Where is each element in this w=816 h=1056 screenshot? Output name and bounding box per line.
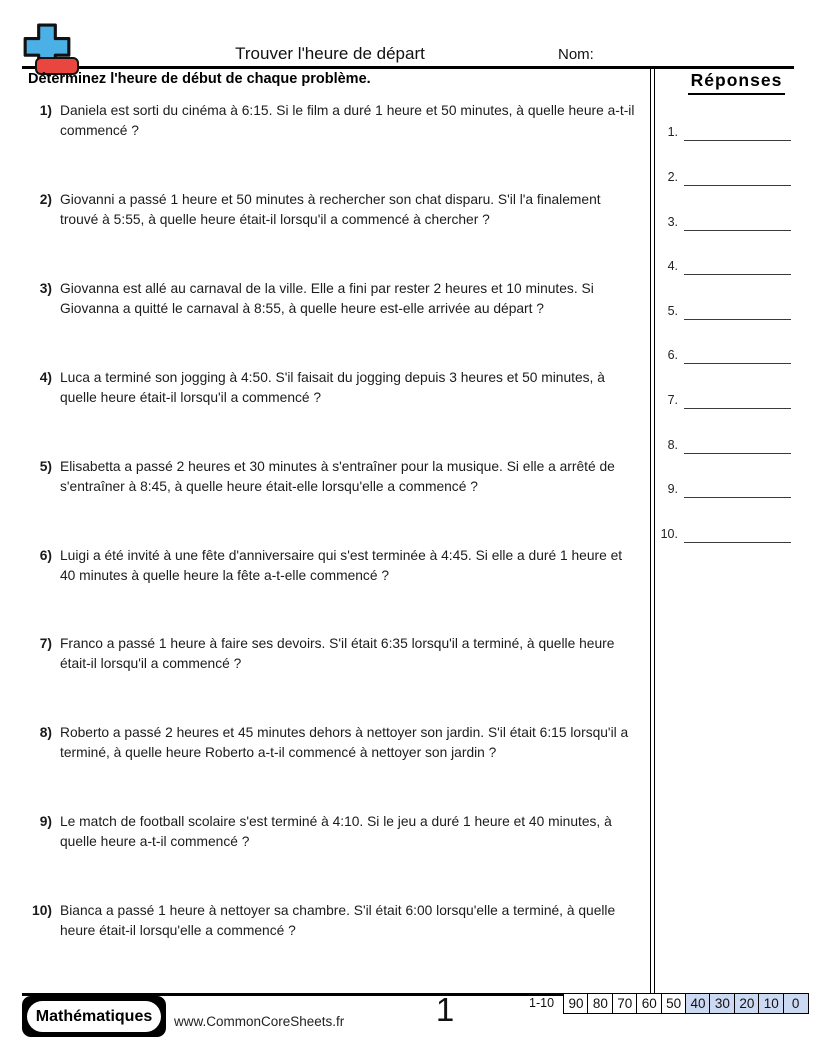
answer-number: 9. [667,482,678,497]
answer-blank[interactable] [684,344,791,364]
question-text: Elisabetta a passé 2 heures et 30 minutes à s'entraîner pour la musique. Si elle a arrêté de s'entraîner à 8:45, à quelle heure était-elle lorsqu'elle a commencé ? [60,458,615,494]
answer-blank[interactable] [684,211,791,231]
answer-blank[interactable] [684,389,791,409]
score-cells-row [563,993,809,1014]
header-divider [22,66,794,69]
answer-slot [658,478,791,498]
score-cell: 80 [587,993,613,1014]
question-item [28,812,640,852]
answer-slot [658,121,791,141]
score-cell: 50 [661,993,687,1014]
answer-slot [658,211,791,231]
question-number: 9) [39,814,52,830]
question-text: Giovanna est allé au carnaval de la ville. Elle a fini par rester 2 heures et 10 minutes. Si Giovanna a quitté le carnaval à 8:55, à quelle heure est-elle arrivée au départ ? [60,280,594,316]
question-number: 4) [39,369,52,385]
score-grid [529,993,809,1014]
question-number: 5) [39,458,52,474]
answer-slot [658,434,791,454]
question-item [28,546,640,586]
answer-slot [658,523,791,543]
question-number: 7) [39,636,52,652]
question-item [28,368,640,408]
question-item [28,101,640,141]
answer-blank[interactable] [684,121,791,141]
answers-column-divider [650,69,655,993]
answer-blank[interactable] [684,434,791,454]
answer-number: 8. [667,437,678,452]
answer-blank[interactable] [684,166,791,186]
question-text: Roberto a passé 2 heures et 45 minutes dehors à nettoyer son jardin. S'il était 6:15 lorsqu'il a terminé, à quelle heure Roberto a-t-il commencé à nettoyer son jardin ? [60,725,629,761]
score-cell: 30 [709,993,735,1014]
website-link[interactable]: www.CommonCoreSheets.fr [174,1014,345,1029]
question-text: Luca a terminé son jogging à 4:50. S'il faisait du jogging depuis 3 heures et 50 minutes, à quelle heure était-il lorsqu'il a commencé ? [60,369,605,405]
answer-slot [658,344,791,364]
question-item [28,279,640,319]
question-number: 10) [32,903,52,919]
answer-slot [658,389,791,409]
page-number: 1 [435,991,455,1028]
answer-number: 3. [667,214,678,229]
answer-slot [658,300,791,320]
score-cell: 0 [783,993,809,1014]
question-text: Bianca a passé 1 heure à nettoyer sa chambre. S'il était 6:00 lorsqu'elle a terminé, à quelle heure était-il lorsqu'elle a commencé ? [60,903,616,939]
question-item [28,634,640,674]
question-text: Daniela est sorti du cinéma à 6:15. Si le film a duré 1 heure et 50 minutes, à quelle heure a-t-il commencé ? [60,103,635,138]
answer-number: 6. [667,348,678,363]
question-number: 6) [39,547,52,563]
answer-blank[interactable] [684,478,791,498]
answer-blank[interactable] [684,523,791,543]
score-cell: 70 [612,993,638,1014]
answers-heading: Réponses [688,70,786,95]
name-label: Nom: [558,46,594,63]
score-cell: 90 [563,993,589,1014]
answer-number: 4. [667,259,678,274]
answer-number: 5. [667,303,678,318]
score-range-label: 1-10 [529,996,555,1010]
subject-badge-label: Mathématiques [27,1001,161,1032]
answer-number: 1. [667,125,678,140]
answer-slot [658,255,791,275]
question-item [28,901,640,941]
question-number: 3) [39,280,52,296]
score-cell: 60 [636,993,662,1014]
question-number: 2) [39,191,52,207]
answer-number: 2. [667,170,678,184]
answers-heading-wrap [657,70,816,95]
question-text: Luigi a été invité à une fête d'anniversaire qui s'est terminée à 4:45. Si elle a duré 1 heure et 40 minutes à quelle heure la fête a-t-elle commencé ? [60,547,623,583]
question-number: 8) [39,725,52,741]
answer-blank[interactable] [684,300,791,320]
question-number: 1) [39,103,52,118]
question-text: Le match de football scolaire s'est terminé à 4:10. Si le jeu a duré 1 heure et 40 minutes, à quelle heure a-t-il commencé ? [60,814,612,850]
instruction-text: Déterminez l'heure de début de chaque problème. [28,71,371,87]
question-text: Franco a passé 1 heure à faire ses devoirs. S'il était 6:35 lorsqu'il a terminé, à quelle heure était-il lorsqu'il a commencé ? [60,636,615,672]
answer-number: 10. [660,526,678,541]
page-title: Trouver l'heure de départ [235,44,425,63]
answer-slot [658,166,791,186]
subject-badge [22,996,166,1037]
question-item [28,190,640,230]
question-item [28,723,640,763]
score-cell: 20 [734,993,760,1014]
question-text: Giovanni a passé 1 heure et 50 minutes à rechercher son chat disparu. S'il l'a finalement trouvé à 5:55, à quelle heure était-il lorsqu'il a commencé à chercher ? [60,191,601,227]
answer-blank[interactable] [684,255,791,275]
answer-number: 7. [667,393,678,407]
score-cell: 10 [758,993,784,1014]
score-cell: 40 [685,993,711,1014]
question-item [28,457,640,497]
